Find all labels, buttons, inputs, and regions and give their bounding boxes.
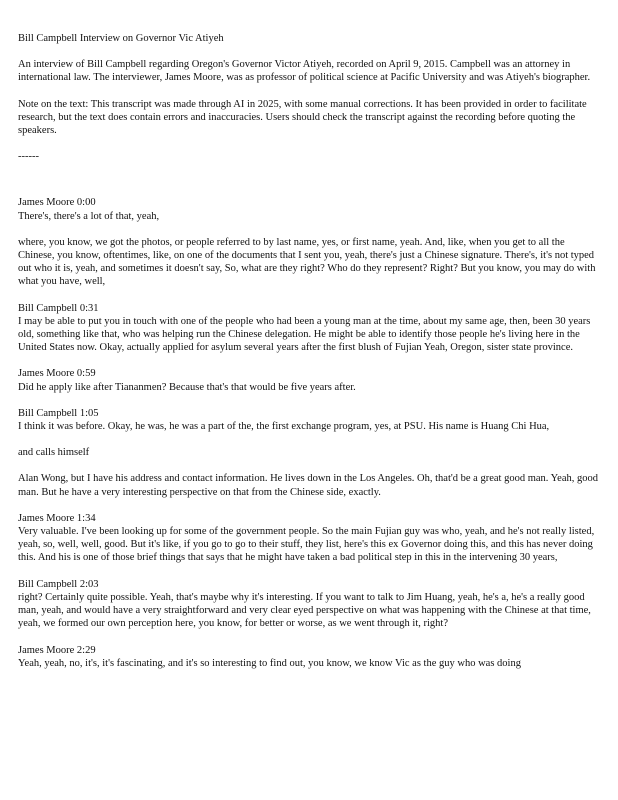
document-title: Bill Campbell Interview on Governor Vic Atiyeh (18, 33, 224, 44)
turn-text: Alan Wong, but I have his address and contact information. He lives down in the Los Angeles. Oh, that'd be a great good man. Yeah, good man. But he have a very interesting perspective on that from the Chinese side, exactly. (18, 473, 598, 498)
transcript-turn (18, 644, 602, 670)
transcript-turn (18, 367, 602, 393)
speaker-timestamp: Bill Campbell 0:31 (18, 302, 99, 314)
transcript-turn (18, 407, 602, 433)
turn-text: There's, there's a lot of that, yeah, (18, 210, 160, 222)
turn-text: where, you know, we got the photos, or people referred to by last name, yes, or first name, yeah. And, like, when you get to all the Chinese, you know, oftentimes, like, on one of the documents that I sent you, yeah, there's just a Chinese signature. There's, it's not typed out who it is, yeah, and sometimes it doesn't say, So, what are they right? Who do they represent? Right? But you know, you may do with what you have, well, (18, 236, 596, 288)
transcript-turn (18, 236, 602, 289)
intro-paragraph: An interview of Bill Campbell regarding Oregon's Governor Victor Atiyeh, recorded on April 9, 2015. Campbell was an attorney in international law. The interviewer, James Moore, was as professor of political science at Pacific University and was Atiyeh's biographer. (18, 59, 591, 84)
transcript-turn (18, 302, 602, 355)
turn-text: I may be able to put you in touch with one of the people who had been a young man at the time, about my same age, then, been 30 years old, something like that, who was helping run the Chinese delegation. He might be able to identify those people he's living here in the United States now. Okay, actually applied for asylum several years after the first blush of Fujian Yeah, Oregon, sister state province. (18, 315, 591, 354)
transcript-turn (18, 512, 602, 565)
transcript-turn (18, 196, 602, 222)
turn-text: Very valuable. I've been looking up for some of the government people. So the main Fujian guy was who, yeah, and he's not really listed, yeah, so, well, well, good. But it's like, if you go to go to their stuff, they list, here's this ex Governor doing this, and this has never doing this. And his is one of those brief things that says that he might have taken a bad political step in this in the intervening 30 years, (18, 526, 595, 564)
transcript-turn (18, 578, 602, 631)
transcript-page (18, 32, 602, 683)
turn-text: and calls himself (18, 447, 90, 459)
note-paragraph: Note on the text: This transcript was made through AI in 2025, with some manual corrections. It has been provided in order to facilitate research, but the text does contain errors and inaccuracies. Users should check the transcript against the recording before quoting the speakers. (18, 98, 590, 137)
turn-text: I think it was before. Okay, he was, he was a part of the, the first exchange program, yes, at PSU. His name is Huang Chi Hua, (18, 421, 550, 433)
turn-text: Yeah, yeah, no, it's, it's fascinating, and it's so interesting to find out, you know, we know Vic as the guy who was doing (18, 657, 521, 669)
transcript-turn (18, 446, 602, 459)
transcript-turn (18, 472, 602, 498)
speaker-timestamp: James Moore 0:59 (18, 368, 96, 380)
speaker-timestamp: James Moore 2:29 (18, 644, 96, 656)
turn-text: right? Certainly quite possible. Yeah, that's maybe why it's interesting. If you want to talk to Jim Huang, yeah, he's a, he's a really good man, yeah, and would have a very straightforward and very clear eyed perspective on what was happening with the Chinese at that time, yeah, we formed our own perception here, you know, for better or worse, as we went through it, right? (18, 591, 591, 630)
speaker-timestamp: Bill Campbell 1:05 (18, 407, 99, 419)
speaker-timestamp: Bill Campbell 2:03 (18, 578, 99, 590)
turn-text: Did he apply like after Tiananmen? Because that's that would be five years after. (18, 381, 356, 393)
speaker-timestamp: James Moore 1:34 (18, 512, 96, 524)
separator-line: ------ (18, 151, 39, 163)
speaker-timestamp: James Moore 0:00 (18, 197, 96, 209)
